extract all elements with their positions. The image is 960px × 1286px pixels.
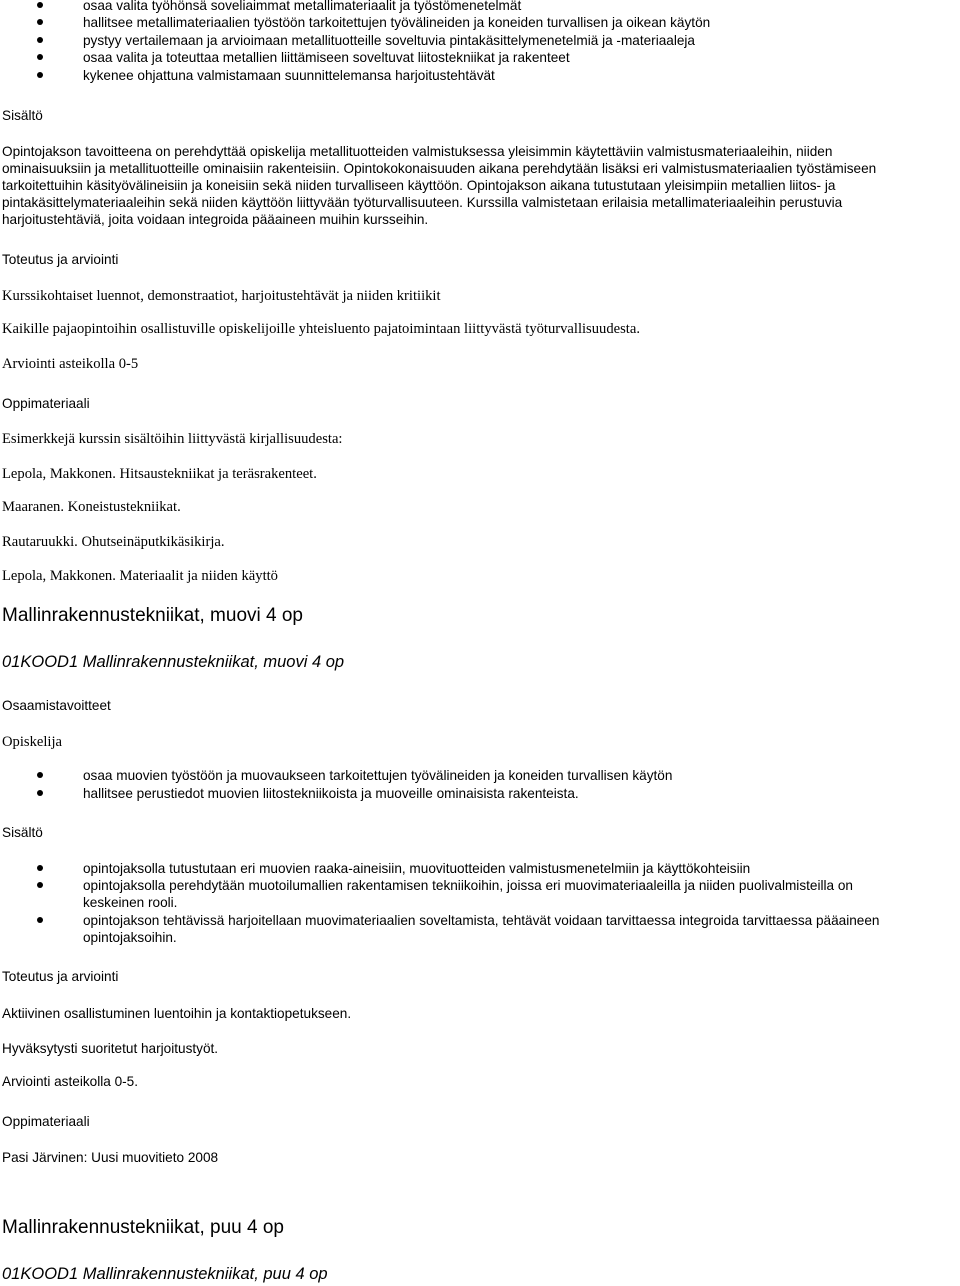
paragraph-line: ominaisuuksiin ja metallituotteille ominaisiin rakenteisiin. Opintokokonaisuuden aikana perehdytään lisäksi eri valmistusmateriaalien työstämiseen (2, 161, 877, 176)
bullet-icon (37, 772, 43, 778)
paragraph: Kaikille pajaopintoihin osallistuville opiskelijoille yhteisluento pajatoimintaan liittyvästä työturvallisuudesta. (2, 321, 640, 337)
list-item-text: hallitsee perustiedot muovien liitostekniikoista ja muoveille ominaisista rakenteista. (83, 786, 579, 801)
section-heading-toteutus: Toteutus ja arviointi (2, 252, 119, 267)
bullet-icon (37, 72, 43, 78)
paragraph: Arviointi asteikolla 0-5 (2, 356, 139, 372)
list-item-text: osaa valita ja toteuttaa metallien liittämiseen soveltuvat liitostekniikat ja rakenteet (83, 50, 570, 65)
course-code-title: 01KOOD1 Mallinrakennustekniikat, muovi 4 op (2, 653, 345, 671)
section-heading-sisalto: Sisältö (2, 825, 43, 840)
paragraph-line: tarkoitettuihin käsityövälineisiin ja koneisiin sekä niiden turvalliseen käyttöön. Opintojakson aikana tutustutaan yleisimpiin metallien liitos- ja (2, 178, 836, 193)
section-heading-toteutus: Toteutus ja arviointi (2, 969, 119, 984)
book-reference: Pasi Järvinen: Uusi muovitieto 2008 (2, 1150, 219, 1165)
list-item-text: kykenee ohjattuna valmistamaan suunnittelemansa harjoitustehtävät (83, 68, 495, 83)
paragraph: Arviointi asteikolla 0-5. (2, 1074, 138, 1089)
bullet-icon (37, 882, 43, 888)
bullet-icon (37, 54, 43, 60)
course-title: Mallinrakennustekniikat, puu 4 op (2, 1217, 285, 1238)
list-item-text: opintojaksolla tutustutaan eri muovien raaka-aineisiin, muovituotteiden valmistusmenetelmiin ja käyttökohteisiin (83, 861, 751, 876)
paragraph-line: Opintojakson tavoitteena on perehdyttää opiskelija metallituotteiden valmistuksessa yleisimmin käytettäviin valmistusmateriaaleihin, niiden (2, 144, 833, 159)
book-reference: Lepola, Makkonen. Hitsaustekniikat ja teräsrakenteet. (2, 466, 317, 482)
paragraph: Esimerkkejä kurssin sisältöihin liittyvästä kirjallisuudesta: (2, 431, 343, 447)
bullet-icon (37, 37, 43, 43)
book-reference: Lepola, Makkonen. Materiaalit ja niiden käyttö (2, 568, 278, 584)
list-item-text-continued: opintojaksoihin. (83, 930, 177, 945)
bullet-icon (37, 2, 43, 8)
course-code-title: 01KOOD1 Mallinrakennustekniikat, puu 4 op (2, 1265, 328, 1283)
section-heading-osaamistavoitteet: Osaamistavoitteet (2, 698, 111, 713)
paragraph: Hyväksytysti suoritetut harjoitustyöt. (2, 1041, 219, 1056)
list-item-text-continued: keskeinen rooli. (83, 895, 178, 910)
list-item-text: opintojaksolla perehdytään muotoilumallien rakentamisen tekniikoihin, joissa eri muovimateriaaleilla ja niiden puolivalmisteilla on (83, 878, 853, 893)
list-item-text: hallitsee metallimateriaalien työstöön tarkoitettujen työvälineiden ja koneiden turvallisen ja oikean käytön (83, 15, 711, 30)
list-item-text: osaa valita työhönsä soveliaimmat metallimateriaalit ja työstömenetelmät (83, 0, 522, 13)
section-heading-sisalto: Sisältö (2, 108, 43, 123)
bullet-icon (37, 790, 43, 796)
section-heading-oppimateriaali: Oppimateriaali (2, 1114, 90, 1129)
book-reference: Rautaruukki. Ohutseinäputkikäsikirja. (2, 534, 225, 550)
list-item-text: osaa muovien työstöön ja muovaukseen tarkoitettujen työvälineiden ja koneiden turvallisen käytön (83, 768, 673, 783)
list-item-text: pystyy vertailemaan ja arvioimaan metallituotteille soveltuvia pintakäsittelymenetelmiä ja -materiaaleja (83, 33, 695, 48)
bullet-icon (37, 19, 43, 25)
paragraph: Kurssikohtaiset luennot, demonstraatiot, harjoitustehtävät ja niiden kritiikit (2, 288, 441, 304)
course-title: Mallinrakennustekniikat, muovi 4 op (2, 605, 303, 626)
paragraph: Aktiivinen osallistuminen luentoihin ja kontaktiopetukseen. (2, 1006, 352, 1021)
paragraph-line: pintakäsittelymateriaaleihin sekä niiden käyttöön liittyvään työturvallisuuteen. Kurssilla valmistetaan erilaisia metallimateriaaleihin perustuvia (2, 195, 843, 210)
bullet-icon (37, 917, 43, 923)
list-item-text: opintojakson tehtävissä harjoitellaan muovimateriaalien soveltamista, tehtävät voidaan tarvittaessa integroida tarvittaessa pääaineen (83, 913, 880, 928)
bullet-icon (37, 865, 43, 871)
paragraph: Opiskelija (2, 734, 62, 750)
paragraph-line: harjoitustehtäviä, joita voidaan integroida pääaineen muihin kursseihin. (2, 212, 429, 227)
book-reference: Maaranen. Koneistustekniikat. (2, 499, 181, 515)
section-heading-oppimateriaali: Oppimateriaali (2, 396, 90, 411)
